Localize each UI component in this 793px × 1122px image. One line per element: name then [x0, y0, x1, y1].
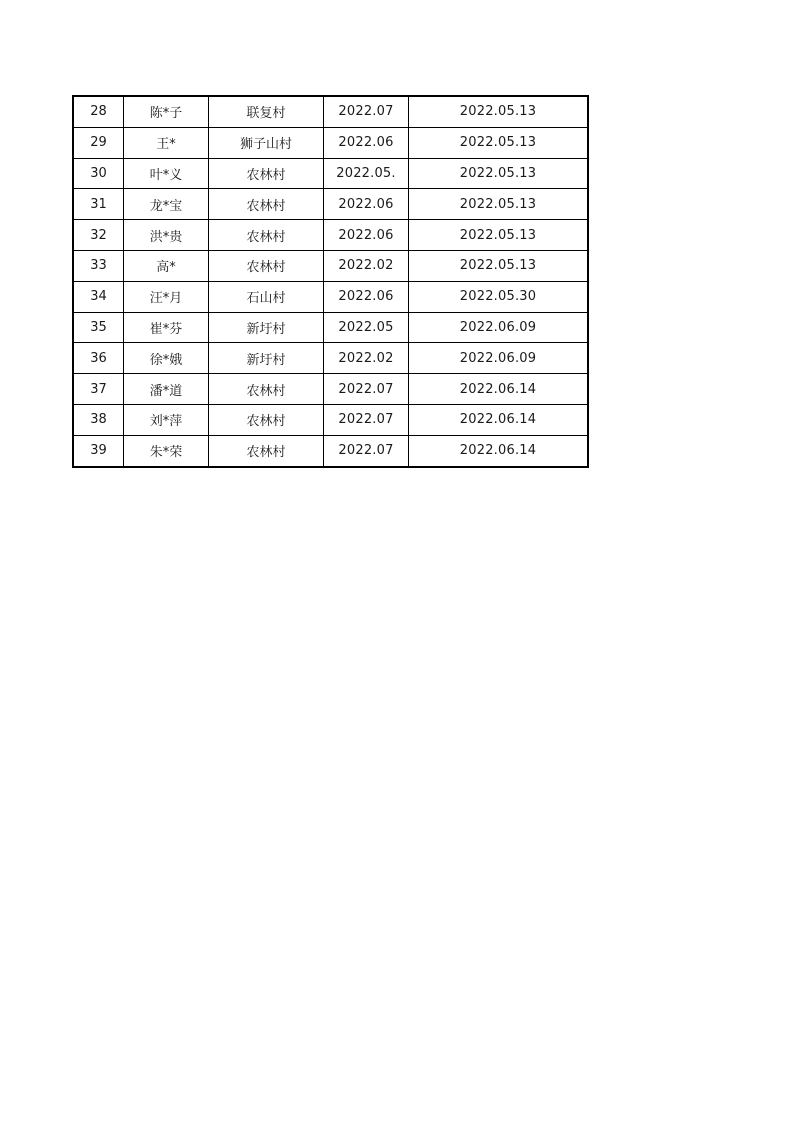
village-cell: 农林村	[209, 158, 324, 189]
date-cell: 2022.05.13	[409, 96, 589, 127]
name-cell: 汪*月	[124, 281, 209, 312]
date-cell: 2022.05.13	[409, 127, 589, 158]
village-cell: 农林村	[209, 374, 324, 405]
table-row	[73, 435, 588, 466]
table-row	[73, 281, 588, 312]
date-cell: 2022.06.14	[409, 374, 589, 405]
row-number-cell: 35	[73, 312, 124, 343]
table-row	[73, 189, 588, 220]
table-row	[73, 343, 588, 374]
table-row	[73, 250, 588, 281]
record-table	[72, 95, 589, 468]
name-cell: 叶*义	[124, 158, 209, 189]
name-cell: 陈*子	[124, 96, 209, 127]
name-cell: 崔*芬	[124, 312, 209, 343]
month-cell: 2022.07	[324, 404, 409, 435]
village-cell: 农林村	[209, 404, 324, 435]
row-number-cell: 34	[73, 281, 124, 312]
name-cell: 朱*荣	[124, 435, 209, 466]
name-cell: 潘*道	[124, 374, 209, 405]
name-cell: 王*	[124, 127, 209, 158]
village-cell: 石山村	[209, 281, 324, 312]
row-number-cell: 29	[73, 127, 124, 158]
table-row	[73, 127, 588, 158]
row-number-cell: 33	[73, 250, 124, 281]
date-cell: 2022.06.14	[409, 435, 589, 466]
month-cell: 2022.05.	[324, 158, 409, 189]
row-number-cell: 30	[73, 158, 124, 189]
row-number-cell: 39	[73, 435, 124, 466]
date-cell: 2022.05.13	[409, 158, 589, 189]
date-cell: 2022.05.13	[409, 250, 589, 281]
month-cell: 2022.06	[324, 189, 409, 220]
month-cell: 2022.02	[324, 250, 409, 281]
table-row	[73, 374, 588, 405]
row-number-cell: 38	[73, 404, 124, 435]
name-cell: 徐*娥	[124, 343, 209, 374]
date-cell: 2022.06.14	[409, 404, 589, 435]
village-cell: 农林村	[209, 435, 324, 466]
month-cell: 2022.05	[324, 312, 409, 343]
village-cell: 农林村	[209, 189, 324, 220]
village-cell: 农林村	[209, 220, 324, 251]
village-cell: 新圩村	[209, 343, 324, 374]
month-cell: 2022.06	[324, 220, 409, 251]
month-cell: 2022.02	[324, 343, 409, 374]
table-row	[73, 220, 588, 251]
date-cell: 2022.06.09	[409, 343, 589, 374]
month-cell: 2022.07	[324, 435, 409, 466]
table-row	[73, 96, 588, 127]
table-row	[73, 158, 588, 189]
name-cell: 刘*萍	[124, 404, 209, 435]
village-cell: 狮子山村	[209, 127, 324, 158]
date-cell: 2022.05.30	[409, 281, 589, 312]
row-number-cell: 31	[73, 189, 124, 220]
month-cell: 2022.07	[324, 374, 409, 405]
village-cell: 联复村	[209, 96, 324, 127]
village-cell: 新圩村	[209, 312, 324, 343]
row-number-cell: 37	[73, 374, 124, 405]
village-cell: 农林村	[209, 250, 324, 281]
table-row	[73, 404, 588, 435]
date-cell: 2022.05.13	[409, 220, 589, 251]
month-cell: 2022.06	[324, 281, 409, 312]
row-number-cell: 36	[73, 343, 124, 374]
name-cell: 洪*贵	[124, 220, 209, 251]
month-cell: 2022.07	[324, 96, 409, 127]
table-row	[73, 312, 588, 343]
month-cell: 2022.06	[324, 127, 409, 158]
row-number-cell: 32	[73, 220, 124, 251]
name-cell: 高*	[124, 250, 209, 281]
date-cell: 2022.06.09	[409, 312, 589, 343]
name-cell: 龙*宝	[124, 189, 209, 220]
date-cell: 2022.05.13	[409, 189, 589, 220]
record-table-body	[73, 96, 588, 467]
row-number-cell: 28	[73, 96, 124, 127]
